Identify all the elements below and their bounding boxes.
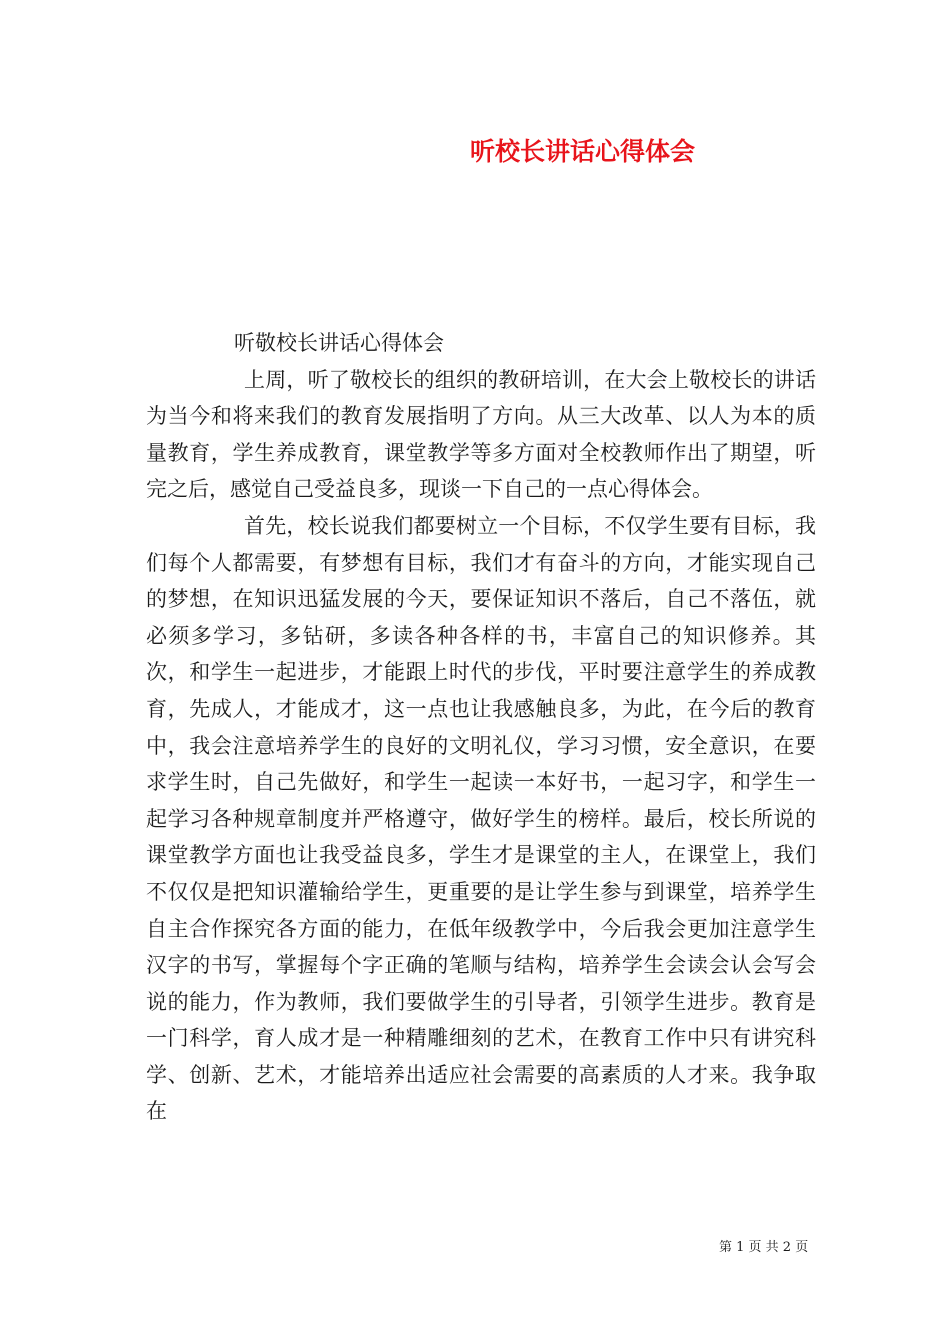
document-body xyxy=(146,325,816,1130)
page-title: 听校长讲话心得体会 xyxy=(470,137,696,166)
page-number-footer: 第 1 页 共 2 页 xyxy=(719,1240,809,1255)
paragraph: 上周，听了敬校长的组织的教研培训，在大会上敬校长的讲话为当今和将来我们的教育发展指明了方向。从三大改革、以人为本的质量教育，学生养成教育，课堂教学等多方面对全校教师作出了期望，听完之后，感觉自己受益良多，现谈一下自己的一点心得体会。 xyxy=(146,367,816,502)
document-subtitle: 听敬校长讲话心得体会 xyxy=(234,331,444,355)
paragraph: 首先，校长说我们都要树立一个目标，不仅学生要有目标，我们每个人都需要，有梦想有目标，我们才有奋斗的方向，才能实现自己的梦想，在知识迅猛发展的今天，要保证知识不落后，自己不落伍，就必须多学习，多钻研，多读各种各样的书，丰富自己的知识修养。其次，和学生一起进步，才能跟上时代的步伐，平时要注意学生的养成教育，先成人，才能成才，这一点也让我感触良多，为此，在今后的教育中，我会注意培养学生的良好的文明礼仪，学习习惯，安全意识，在要求学生时，自己先做好，和学生一起读一本好书，一起习字，和学生一起学习各种规章制度并严格遵守，做好学生的榜样。最后，校长所说的课堂教学方面也让我受益良多，学生才是课堂的主人，在课堂上，我们不仅仅是把知识灌输给学生，更重要的是让学生参与到课堂，培养学生自主合作探究各方面的能力，在低年级教学中，今后我会更加注意学生汉字的书写，掌握每个字正确的笔顺与结构，培养学生会读会认会写会说的能力，作为教师，我们要做学生的引导者，引领学生进步。教育是一门科学，育人成才是一种精雕细刻的艺术，在教育工作中只有讲究科学、创新、艺术，才能培养出适应社会需要的高素质的人才来。我争取在 xyxy=(146,513,816,1124)
